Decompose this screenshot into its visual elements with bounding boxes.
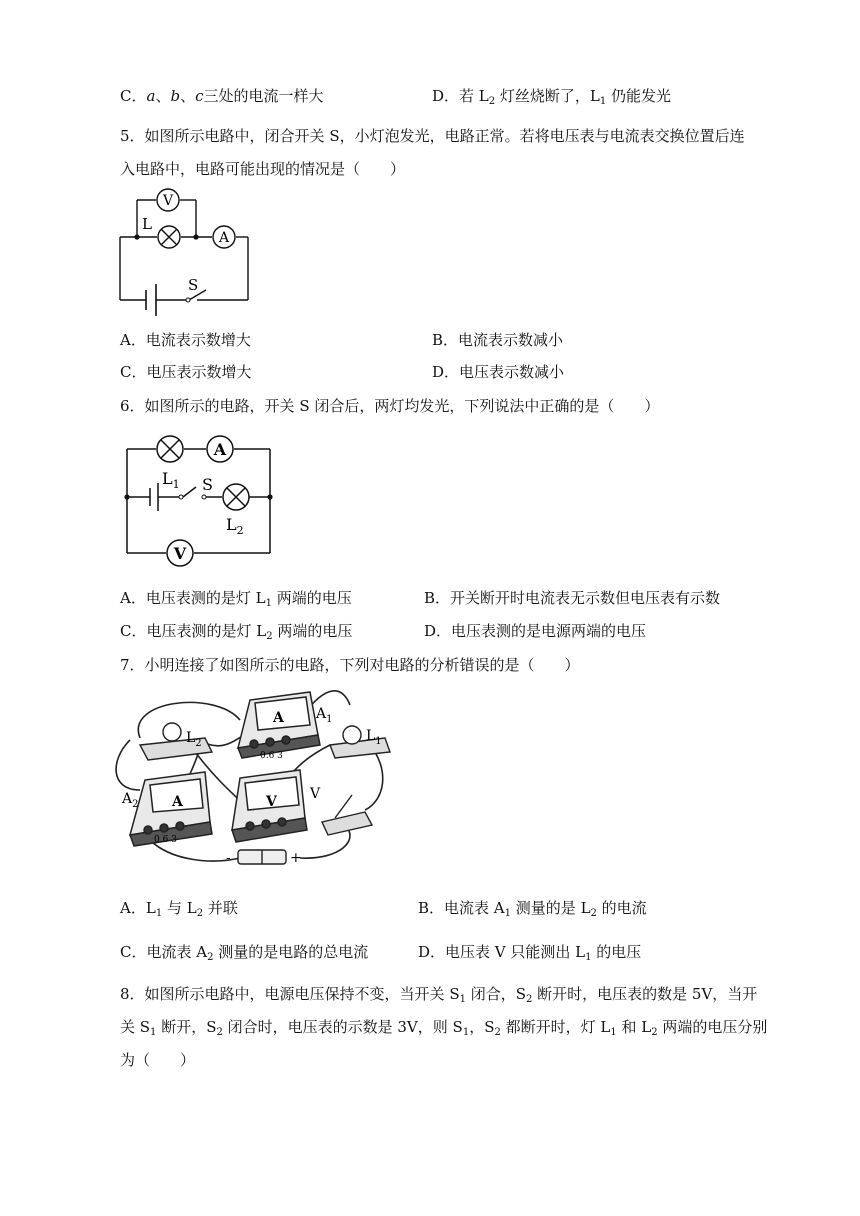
q5-option-d: D．电压表示数减小	[432, 363, 565, 381]
q5-option-c: C．电压表示数增大	[120, 363, 252, 381]
q8-stem-line2: 关 $S_1$ 断开，$S_2$ 闭合时，电压表的示数是 3V，则 $S_1$，$S_2$ 都断开时，灯 $L_1$ 和 $L_2$ 两端的电压分别	[120, 1018, 768, 1038]
q7-label-a2-meter: A	[172, 794, 183, 810]
q7-option-c: C．电流表 $A_2$ 测量的是电路的总电流	[120, 943, 369, 963]
q7-label-a2-scale: 0.6 3	[154, 835, 177, 845]
q5-voltmeter-label: V	[162, 193, 174, 209]
q6-stem: 6．如图所示的电路，开关 S 闭合后，两灯均发光，下列说法中正确的是（ ）	[120, 397, 660, 415]
q6-lamp1-label: $L_1$	[162, 469, 180, 491]
q8-stem-line1: 8．如图所示电路中，电源电压保持不变，当开关 $S_1$ 闭合，$S_2$ 断开时，电压表的数是 5V，当开	[120, 985, 758, 1005]
q7-label-a2: $A_2$	[122, 791, 139, 810]
q5-lamp-label: L	[142, 215, 152, 233]
q7-label-l2: $L_2$	[186, 730, 202, 749]
q5-ammeter-label: A	[218, 230, 230, 246]
q5-option-b: B．电流表示数减小	[432, 331, 564, 349]
q6-option-d: D．电压表测的是电源两端的电压	[424, 622, 647, 640]
q5-option-a: A．电流表示数增大	[120, 331, 251, 349]
q6-option-a: A．电压表测的是灯 $L_1$ 两端的电压	[120, 589, 352, 609]
q6-lamp2-label: $L_2$	[226, 515, 244, 537]
q7-label-a1: $A_1$	[316, 706, 333, 725]
q7-label-battery-minus: -	[226, 850, 231, 866]
q6-option-c: C．电压表测的是灯 $L_2$ 两端的电压	[120, 622, 353, 642]
q4-option-d: D．若 $L_2$ 灯丝烧断了，$L_1$ 仍能发光	[432, 87, 672, 107]
q7-label-a1-scale: 0.6 3	[260, 751, 283, 761]
q5-stem-line1: 5．如图所示电路中，闭合开关 S，小灯泡发光，电路正常。若将电压表与电流表交换位置后连	[120, 127, 745, 145]
q7-option-b: B．电流表 $A_1$ 测量的是 $L_2$ 的电流	[418, 899, 647, 919]
q7-label-a1-meter: A	[273, 710, 284, 726]
q4-option-c: C．a、b、c三处的电流一样大	[120, 87, 324, 105]
q7-label-battery-plus: +	[290, 850, 302, 866]
q7-label-v-meter: V	[266, 794, 277, 810]
q6-switch-label: S	[202, 475, 213, 494]
q7-option-d: D．电压表 V 只能测出 $L_1$ 的电压	[418, 943, 642, 963]
q8-stem-line3: 为（ ）	[120, 1051, 196, 1069]
q5-switch-label: S	[188, 276, 199, 294]
q7-stem: 7．小明连接了如图所示的电路，下列对电路的分析错误的是（ ）	[120, 656, 580, 674]
q7-label-l1: $L_1$	[366, 728, 382, 747]
q6-voltmeter-label: V	[173, 544, 187, 563]
q7-option-a: A．$L_1$ 与 $L_2$ 并联	[120, 899, 238, 919]
q6-option-b: B．开关断开时电流表无示数但电压表有示数	[424, 589, 721, 607]
q5-stem-line2: 入电路中，电路可能出现的情况是（ ）	[120, 160, 406, 178]
q6-ammeter-label: A	[213, 440, 227, 459]
q7-label-v: V	[310, 786, 321, 802]
